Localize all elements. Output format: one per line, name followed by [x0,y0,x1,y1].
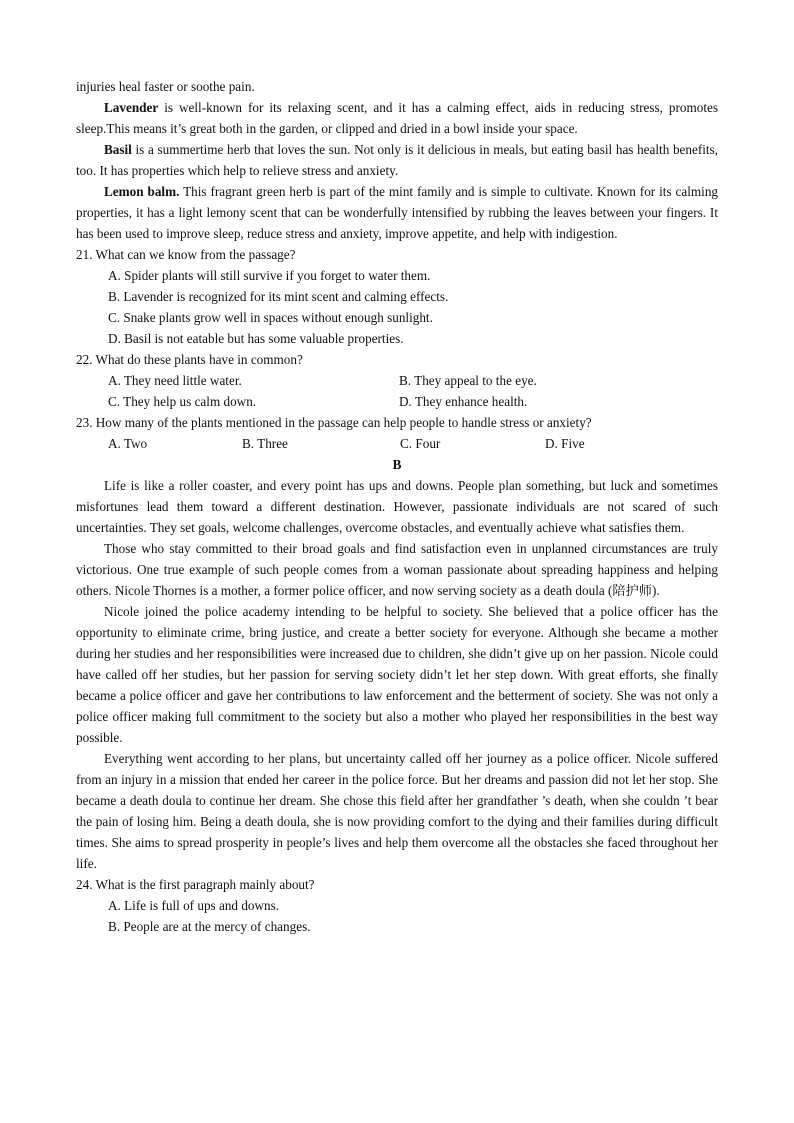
question-21-options [76,265,718,349]
passage-b-paragraph-3: Nicole joined the police academy intending to be helpful to society. She believed that a police officer has the opportunity to eliminate crime, bring justice, and create a better society for everyone. Although she became a mother during her studies and her responsibilities were increased due to children, she didn’t give up on her passion. Nicole could have called off her studies, but her passion for serving society didn’t let her step down. With great efforts, she finally became a police officer and gave her contributions to law enforcement and the betterment of society. She was not only a police officer making full commitment to the society but also a mother who played her responsibilities in the best way possible. [76,604,718,745]
question-23-options [76,433,718,454]
section-heading-b: B [392,457,402,472]
question-24-options [76,895,718,937]
question-21: 21. What can we know from the passage? [76,247,296,262]
passage-b-paragraph-1: Life is like a roller coaster, and every point has ups and downs. People plan something, but luck and sometimes misfortunes lead them toward a different destination. However, passionate individuals are not scared of such uncertainties. They set goals, welcome challenges, overcome obstacles, and eventually achieve what satisfies them. [76,478,718,535]
paragraph-lavender [76,97,718,139]
option-21-d: D. Basil is not eatable but has some valuable properties. [108,331,404,346]
passage-a-continuation: injuries heal faster or soothe pain. [76,79,255,94]
question-22-options [76,370,718,412]
option-23-d: D. Five [545,436,585,451]
lavender-text: is well-known for its relaxing scent, and it has a calming effect, aids in reducing stress, promotes sleep.This means it’s great both in the garden, or clipped and dried in a bowl inside your space. [76,100,718,136]
paragraph-lemon-balm [76,181,718,244]
option-24-b: B. People are at the mercy of changes. [108,919,311,934]
option-22-b: B. They appeal to the eye. [399,373,537,388]
option-23-a: A. Two [108,436,148,451]
lemon-balm-text: This fragrant green herb is part of the mint family and is simple to cultivate. Known for its calming properties, it has a light lemony scent that can be wonderfully intensified by rubbing the leaves between your fingers. It has been used to improve sleep, reduce stress and anxiety, improve appetite, and help with indigestion. [76,184,719,241]
option-22-a: A. They need little water. [108,373,242,388]
plant-name-lemon-balm: Lemon balm. [104,184,180,199]
question-22: 22. What do these plants have in common? [76,352,303,367]
plant-name-basil: Basil [104,142,132,157]
document-page [76,76,718,937]
passage-b-paragraph-2: Those who stay committed to their broad goals and find satisfaction even in unplanned circumstances are truly victorious. One true example of such people comes from a woman passionate about spreading happiness and helping others. Nicole Thornes is a mother, a former police officer, and now serving society as a death doula (陪护师). [76,541,718,598]
basil-text: is a summertime herb that loves the sun. Not only is it delicious in meals, but eating basil has health benefits, too. It has properties which help to relieve stress and anxiety. [76,142,718,178]
option-21-b: B. Lavender is recognized for its mint scent and calming effects. [108,289,449,304]
passage-b-paragraph-4: Everything went according to her plans, but uncertainty called off her journey as a police officer. Nicole suffered from an injury in a mission that ended her career in the police force. But her dreams and passion did not let her stop. She became a death doula to continue her dream. She chose this field after her grandfather ’s death, when she couldn ’t bear the pain of losing him. Being a death doula, she is now providing comfort to the dying and their families during difficult times. She aims to spread prosperity in people’s lives and help them overcome all the obstacles she faced throughout her life. [76,751,718,871]
option-21-a: A. Spider plants will still survive if you forget to water them. [108,268,431,283]
paragraph-basil [76,139,718,181]
option-23-b: B. Three [242,436,288,451]
option-22-c: C. They help us calm down. [108,394,257,409]
option-22-d: D. They enhance health. [399,394,528,409]
plant-name-lavender: Lavender [104,100,159,115]
question-23: 23. How many of the plants mentioned in the passage can help people to handle stress or anxiety? [76,415,592,430]
option-23-c: C. Four [400,436,441,451]
question-24: 24. What is the first paragraph mainly about? [76,877,315,892]
option-21-c: C. Snake plants grow well in spaces without enough sunlight. [108,310,433,325]
option-24-a: A. Life is full of ups and downs. [108,898,280,913]
